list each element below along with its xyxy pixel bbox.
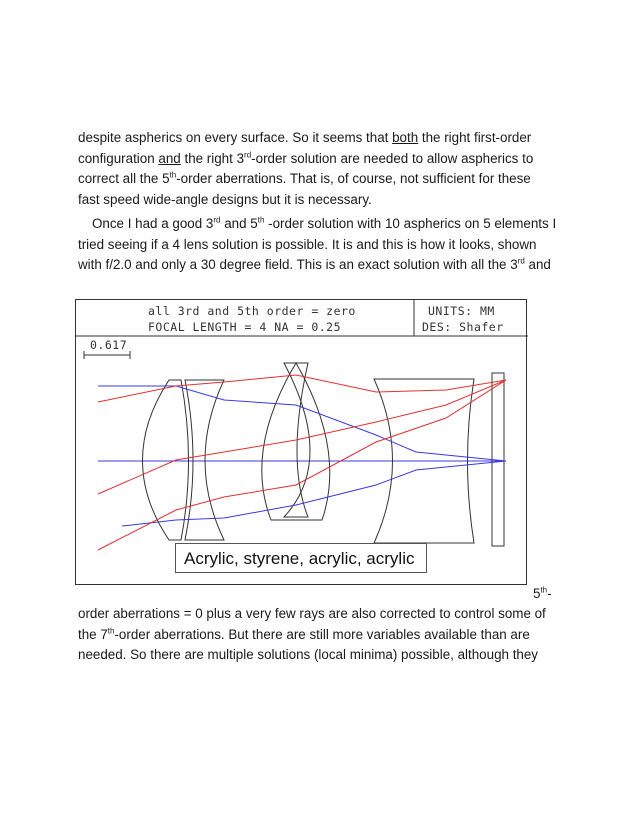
lens-elements — [143, 363, 505, 546]
text-line: order aberrations = 0 plus a very few rays are also corrected to control some of — [78, 606, 546, 621]
material-caption: Acrylic, styrene, acrylic, acrylic — [175, 543, 427, 573]
text-line: with f/2.0 and only a 30 degree field. This is an exact solution with all the 3rd and — [78, 256, 551, 273]
blue-ray-fan — [98, 386, 506, 526]
underlined-word: both — [392, 130, 419, 145]
trailing-text: 5th- — [533, 585, 552, 601]
scale-bar — [84, 351, 130, 359]
underlined-word: and — [158, 150, 181, 166]
text-line: fast speed wide-angle designs but it is necessary. — [78, 192, 372, 208]
text-line: needed. So there are multiple solutions (local minima) possible, although they — [78, 647, 539, 663]
figure-title-1: all 3rd and 5th order = zero — [148, 304, 356, 318]
figure-title-2: FOCAL LENGTH = 4 NA = 0.25 — [148, 320, 342, 334]
designer-label: DES: Shafer — [422, 320, 504, 334]
text-line: correct all the 5th-order aberrations. That is, of course, not sufficient for these — [78, 170, 531, 187]
text-line: tried seeing if a 4 lens solution is possible. It is and this is how it looks, shown — [78, 236, 537, 252]
scale-label: 0.617 — [90, 338, 128, 352]
paragraph-2 — [78, 214, 568, 276]
text-line: the 7th-order aberrations. But there are still more variables available than are — [78, 626, 530, 642]
text-line: configuration and the right 3rd-order solution are needed to allow aspherics to — [78, 150, 534, 166]
text-line: Once I had a good 3rd and 5th -order solution with 10 aspherics on 5 elements I — [92, 215, 557, 231]
paragraph-1 — [78, 128, 568, 211]
paragraph-3 — [78, 604, 568, 666]
text-line: despite aspherics on every surface. So it seems that both the right first-order — [78, 130, 532, 145]
lens-1-acrylic — [143, 380, 189, 540]
units-label: UNITS: MM — [428, 304, 495, 318]
lens-2-styrene — [185, 380, 224, 540]
